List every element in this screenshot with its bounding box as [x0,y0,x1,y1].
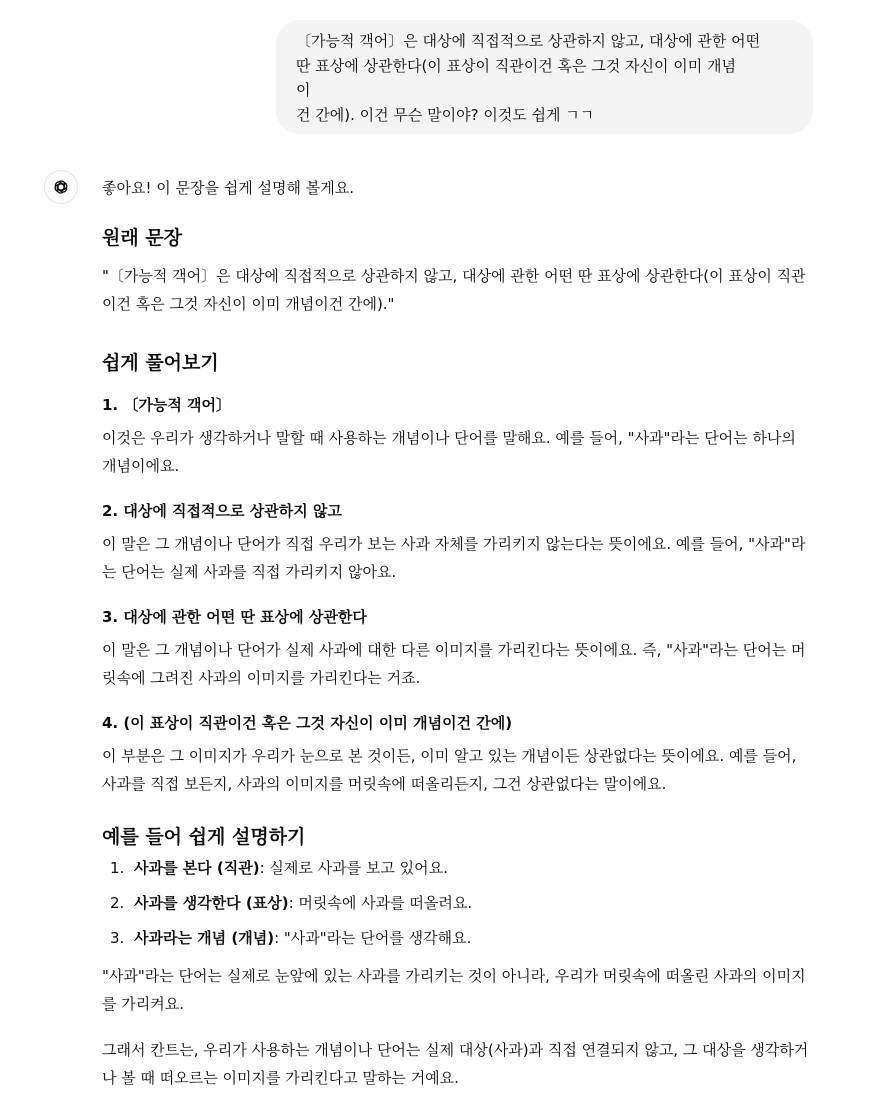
list-item [102,892,814,914]
example-steps-list [102,857,814,949]
list-item-text: : 실제로 사과를 보고 있어요. [259,858,448,877]
list-item-text: : 머릿속에 사과를 떠올려요. [288,893,473,912]
list-item [102,927,814,949]
explanation-item-text: 이 말은 그 개념이나 단어가 실제 사과에 대한 다른 이미지를 가리킨다는 뜻이에요. 즉, "사과"라는 단어는 머릿속에 그려진 사과의 이미지를 가리킨다는 거죠. [102,640,806,687]
explanation-item-text: 이것은 우리가 생각하거나 말할 때 사용하는 개념이나 단어를 말해요. 예를 들어, "사과"라는 단어는 하나의 개념이에요. [102,428,796,475]
assistant-avatar [44,170,78,204]
list-item-bold: 사과를 본다 (직관) [134,858,260,877]
list-item-bold: 사과를 생각한다 (표상) [134,893,289,912]
list-item-number: 3. [110,928,125,947]
easy-explanation-heading: 쉽게 풀어보기 [102,351,219,374]
assistant-intro: 좋아요! 이 문장을 쉽게 설명해 볼게요. [102,179,354,197]
openai-logo-icon [51,177,71,197]
example-heading: 예를 들어 쉽게 설명하기 [102,825,306,848]
explanation-item-text: 이 말은 그 개념이나 단어가 직접 우리가 보는 사과 자체를 가리키지 않는다는 뜻이에요. 예를 들어, "사과"라는 단어는 실제 사과를 직접 가리키지 않아요. [102,534,806,581]
explanation-item-text: 이 부분은 그 이미지가 우리가 눈으로 본 것이든, 이미 알고 있는 개념이든 상관없다는 뜻이에요. 예를 들어, 사과를 직접 보든지, 사과의 이미지를 머릿속에 떠올리든지, 그건 상관없다는 말이에요. [102,746,797,793]
explanation-item-title: 4. (이 표상이 직관이건 혹은 그것 자신이 이미 개념이건 간에) [102,713,513,732]
explanation-item-title: 2. 대상에 직접적으로 상관하지 않고 [102,501,342,520]
user-message-line: 이 [296,81,311,99]
list-item-number: 2. [110,893,125,912]
user-message-line: 딴 표상에 상관한다(이 표상이 직관이건 혹은 그것 자신이 이미 개념 [296,56,736,75]
user-message-line: 〔가능적 객어〕은 대상에 직접적으로 상관하지 않고, 대상에 관한 어떤 [296,32,761,50]
list-item-text: : "사과"라는 단어를 생각해요. [274,928,472,947]
explanation-item-title: 3. 대상에 관한 어떤 딴 표상에 상관한다 [102,607,367,626]
example-summary: "사과"라는 단어는 실제로 눈앞에 있는 사과를 가리키는 것이 아니라, 우리가 머릿속에 떠올린 사과의 이미지를 가리켜요. [102,966,806,1013]
original-sentence-text: "〔가능적 객어〕은 대상에 직접적으로 상관하지 않고, 대상에 관한 어떤 딴 표상에 상관한다(이 표상이 직관이건 혹은 그것 자신이 이미 개념이건 간에)." [102,266,806,313]
example-conclusion: 그래서 칸트는, 우리가 사용하는 개념이나 단어는 실제 대상(사과)과 직접 연결되지 않고, 그 대상을 생각하거나 볼 때 떠오르는 이미지를 가리킨다고 말하는 거예요. [102,1040,809,1087]
original-sentence-heading: 원래 문장 [102,226,183,249]
list-item-bold: 사과라는 개념 (개념) [134,928,275,947]
explanation-item-title: 1. 〔가능적 객어〕 [102,395,232,414]
list-item [102,857,814,879]
assistant-message [102,174,814,1093]
user-message-bubble [276,20,813,134]
list-item-number: 1. [110,858,125,877]
user-message-line: 건 간에). 이건 무슨 말이야? 이것도 쉽게 ㄱㄱ [296,105,595,124]
